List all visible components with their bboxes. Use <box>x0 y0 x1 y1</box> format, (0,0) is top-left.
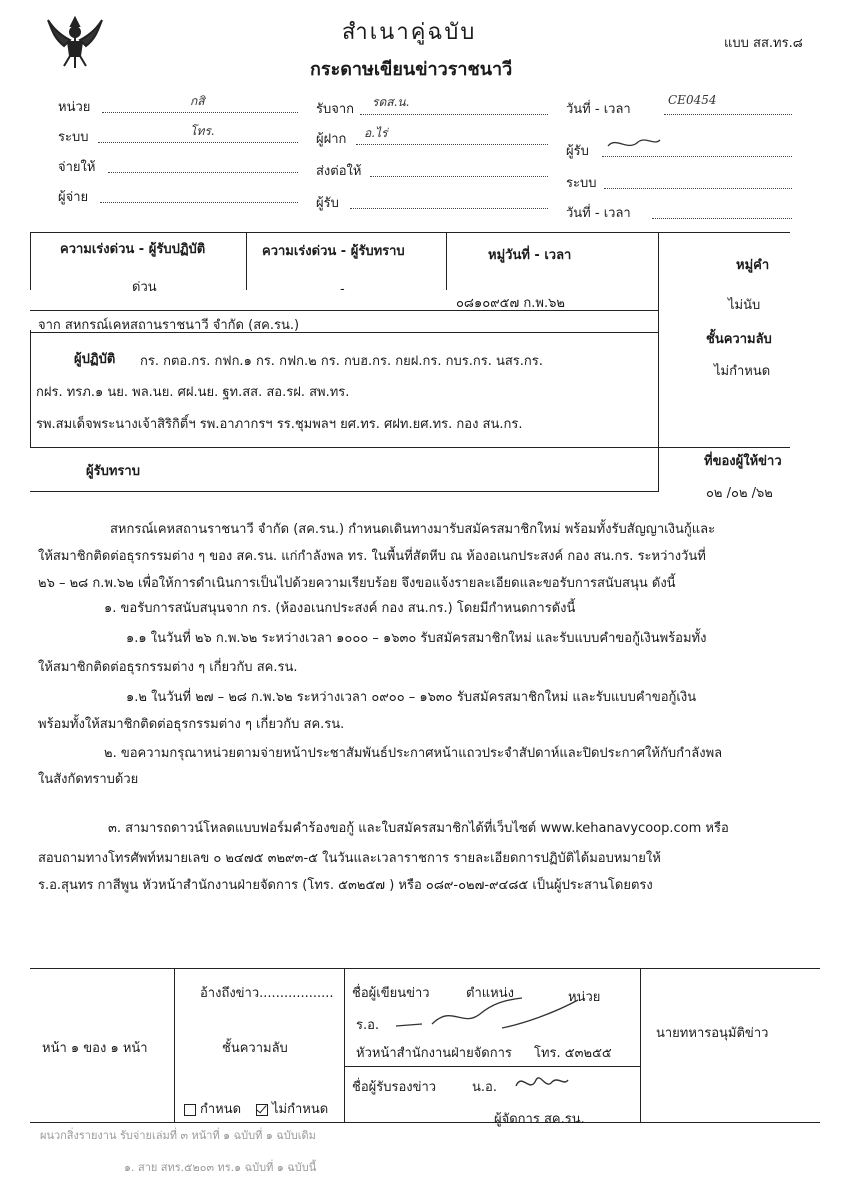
paragraph-1-line-1: สหกรณ์เคหสถานราชนาวี จำกัด (สค.รน.) กำหนดเดินทางมารับสมัครสมาชิกใหม่ พร้อมทั้งรับสัญญาเงินกู้และ <box>110 522 716 537</box>
pay-to-label: จ่ายให้ <box>58 160 96 175</box>
datetime2-label: วันที่ - เวลา <box>566 206 631 221</box>
depositor-value: อ.ไร่ <box>364 126 388 140</box>
define-label: กำหนด <box>200 1102 242 1117</box>
receiver-label: ผู้รับ <box>316 196 339 211</box>
urgency-info-value: - <box>340 282 345 297</box>
system-value: โทร. <box>190 124 215 138</box>
payer-label: ผู้จ่าย <box>58 190 89 205</box>
receiver-signature <box>604 134 664 154</box>
certifier-position: ผู้จัดการ สค.รน. <box>494 1112 585 1127</box>
paragraph-6-line-3: ร.อ.สุนทร กาสีพูน หัวหน้าสำนักงานฝ่ายจัดการ (โทร. ๕๓๒๕๗ ) หรือ ๐๘๙-๐๒๗-๙๔๘๕ เป็นผู้ประสานโดยตรง <box>38 878 653 893</box>
page-info: หน้า ๑ ของ ๑ หน้า <box>42 1041 148 1056</box>
define-checkbox[interactable] <box>184 1104 196 1116</box>
from-line: จาก สหกรณ์เคหสถานราชนาวี จำกัด (สค.รน.) <box>38 318 300 333</box>
certifier-label: ชื่อผู้รับรองข่าว <box>352 1080 437 1095</box>
form-code: แบบ สส.ทร.๘ <box>724 36 803 51</box>
sender-ref-label: ที่ของผู้ให้ข่าว <box>704 454 782 469</box>
system-label: ระบบ <box>58 130 89 145</box>
received-from-value: รดส.น. <box>372 95 410 109</box>
document-subtitle: กระดาษเขียนข่าวราชนาวี <box>310 59 513 80</box>
receiver-right-label: ผู้รับ <box>566 144 589 159</box>
group-words-label: หมู่คำ <box>736 258 770 273</box>
paragraph-2: ๑. ขอรับการสนับสนุนจาก กร. (ห้องอเนกประสงค์ กอง สน.กร.) โดยมีกำหนดการดังนี้ <box>104 601 576 616</box>
depositor-label: ผู้ฝาก <box>316 132 347 147</box>
check-undefined-option[interactable] <box>256 1098 328 1119</box>
paragraph-3-line-1: ๑.๑ ในวันที่ ๒๖ ก.พ.๖๒ ระหว่างเวลา ๑๐๐๐ – ๑๖๓๐ รับสมัครสมาชิกใหม่ และรับแบบคำขอกู้เงินพร้อมทั้ง <box>126 631 707 646</box>
dtg-label: หมู่วันที่ - เวลา <box>488 248 572 263</box>
paragraph-1-line-3: ๒๖ – ๒๘ ก.พ.๖๒ เพื่อให้การดำเนินการเป็นไปด้วยความเรียบร้อย จึงขอแจ้งรายละเอียดและขอรับการสนับสนุน ดังนี้ <box>38 576 676 591</box>
paragraph-6-line-2: สอบถามทางโทรศัพท์หมายเลข ๐ ๒๔๗๕ ๓๒๙๓-๕ ในวันและเวลาราชการ รายละเอียดการปฏิบัติได้มอบหมายให้ <box>38 851 661 866</box>
paragraph-4-line-2: พร้อมทั้งให้สมาชิกติดต่อธุรกรรมต่าง ๆ เกี่ยวกับ สค.รน. <box>38 717 345 732</box>
paragraph-4-line-1: ๑.๒ ในวันที่ ๒๗ – ๒๘ ก.พ.๖๒ ระหว่างเวลา ๐๙๐๐ – ๑๖๓๐ รับสมัครสมาชิกใหม่ และรับแบบคำขอกู้เงิน <box>126 690 697 705</box>
system-right-label: ระบบ <box>566 176 597 191</box>
datetime-value: CE0454 <box>668 93 717 107</box>
classification-label: ชั้นความลับ <box>706 332 772 347</box>
footer-classification-label: ชั้นความลับ <box>222 1041 288 1056</box>
document-title: สำเนาคู่ฉบับ <box>342 20 477 45</box>
paragraph-1-line-2: ให้สมาชิกติดต่อธุรกรรมต่าง ๆ ของ สค.รน. แก่กำลังพล ทร. ในพื้นที่สัตหีบ ณ ห้องอเนกประสงค์ กอง สน.กร. ระหว่างวันที่ <box>38 549 706 564</box>
writer-position: หัวหน้าสำนักงานฝ่ายจัดการ <box>356 1046 512 1061</box>
faded-note-2: ๑. สาย สทร.๕๒๐๓ ทร.๑ ฉบับที่ ๑ ฉบับนี้ <box>124 1161 317 1174</box>
footer-unit-label: หน่วย <box>568 990 601 1005</box>
writer-signature <box>392 994 582 1034</box>
classification-value: ไม่กำหนด <box>714 364 771 379</box>
paragraph-5-line-2: ในสังกัดทราบด้วย <box>38 772 139 787</box>
info-recipients-label: ผู้รับทราบ <box>86 464 140 479</box>
reference-label: อ้างถึงข่าว.................. <box>200 986 334 1001</box>
action-label: ผู้ปฏิบัติ <box>74 352 116 367</box>
action-line-3: รพ.สมเด็จพระนางเจ้าสิริกิติ์ฯ รพ.อาภากรฯ รร.ชุมพลฯ ยศ.ทร. ศฝท.ยศ.ทร. กอง สน.กร. <box>36 417 523 432</box>
garuda-emblem-icon <box>44 12 106 70</box>
approver-label: นายทหารอนุมัติข่าว <box>656 1026 769 1041</box>
writer-rank: ร.อ. <box>356 1018 380 1033</box>
urgency-action-label: ความเร่งด่วน - ผู้รับปฏิบัติ <box>60 242 206 257</box>
paragraph-6-line-1: ๓. สามารถดาวน์โหลดแบบฟอร์มคำร้องขอกู้ และใบสมัครสมาชิกได้ที่เว็บไซต์ www.kehanavycoop.com หรือ <box>108 821 729 836</box>
undefined-label: ไม่กำหนด <box>272 1102 329 1117</box>
forward-to-label: ส่งต่อให้ <box>316 164 362 179</box>
paragraph-5-line-1: ๒. ขอความกรุณาหน่วยตามจ่ายหน้าประชาสัมพันธ์ประกาศหน้าแถวประจำสัปดาห์และปิดประกาศให้กับกำลังพล <box>104 746 723 761</box>
datetime-label: วันที่ - เวลา <box>566 102 631 117</box>
certifier-rank: น.อ. <box>472 1080 497 1095</box>
urgency-info-label: ความเร่งด่วน - ผู้รับทราบ <box>262 244 405 259</box>
unit-label: หน่วย <box>58 100 91 115</box>
writer-label: ชื่อผู้เขียนข่าว <box>352 986 430 1001</box>
dtg-value: ๐๘๑๐๙๕๗ ก.พ.๖๒ <box>456 296 565 311</box>
group-words-value: ไม่นับ <box>728 298 761 313</box>
action-line-1: กร. กตอ.กร. กฟก.๑ กร. กฟก.๒ กร. กบฮ.กร. กยฝ.กร. กบร.กร. นสร.กร. <box>140 354 543 369</box>
action-line-2: กฝร. ทรภ.๑ นย. พล.นย. ศฝ.นย. ฐท.สส. สอ.รฝ. สพ.ทร. <box>36 385 350 400</box>
certifier-signature <box>512 1068 572 1098</box>
unit-value: กสิ <box>190 94 205 108</box>
received-from-label: รับจาก <box>316 102 355 117</box>
position-label: ตำแหน่ง <box>466 986 514 1001</box>
paragraph-3-line-2: ให้สมาชิกติดต่อธุรกรรมต่าง ๆ เกี่ยวกับ สค.รน. <box>38 660 298 675</box>
faded-note-1: ผนวกสิ่งรายงาน รับจ่ายเล่มที่ ๓ หน้าที่ ๑ ฉบับที่ ๑ ฉบับเดิม <box>40 1129 316 1142</box>
writer-phone: โทร. ๕๓๒๕๕ <box>534 1046 612 1061</box>
sender-ref-value: ๐๒ /๐๒ /๖๒ <box>706 486 773 501</box>
check-define-option[interactable] <box>184 1098 241 1119</box>
undefined-checkbox[interactable] <box>256 1104 268 1116</box>
urgency-action-value: ด่วน <box>132 280 157 295</box>
